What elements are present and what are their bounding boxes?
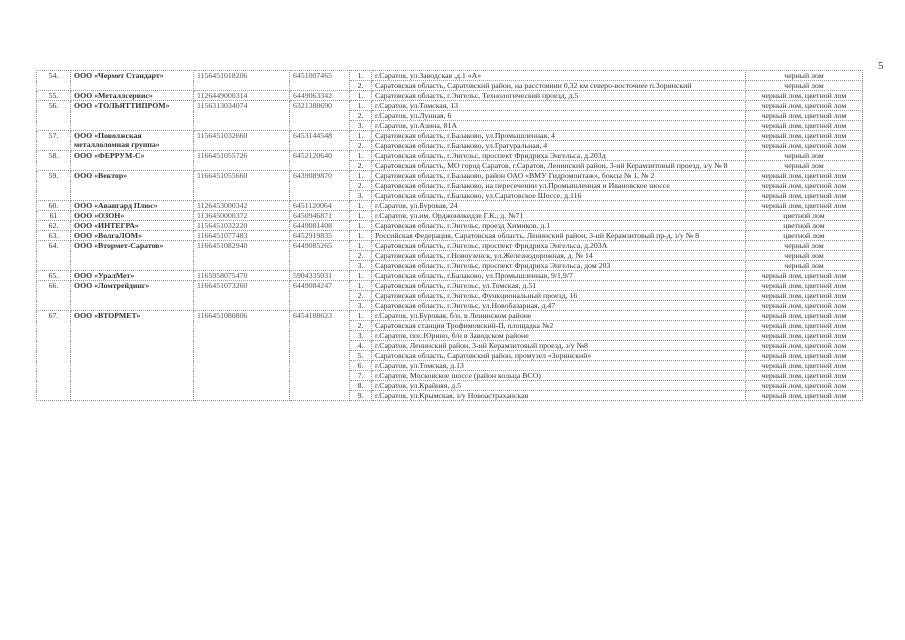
address-cell: Саратовская область, г.Балаково, на пересечении ул.Промышленная и Ивановское шоссе: [372, 181, 746, 191]
address-cell: Российская Федерация, Саратовская область, Ленинский район, 3-ий Керамзитовый пр-д, з/у № 8: [372, 231, 746, 241]
address-cell: Саратовская область, г.Энгельс, проспект Фридриха Энгельса, д.203А: [372, 241, 746, 251]
ogrn-cell: 1126453000342: [194, 201, 290, 211]
table-row: [37, 131, 863, 141]
scrap-type-cell: черный лом, цветной лом: [746, 381, 863, 391]
address-cell: Саратовская область, г.Энгельс, проезд Химиков, д.1: [372, 221, 746, 231]
row-number-cell: 67.: [37, 311, 71, 401]
row-number-cell: 58.: [37, 151, 71, 171]
table-row: [37, 231, 863, 241]
inn-cell: 6439089870: [290, 171, 350, 201]
scrap-type-cell: черный лом, цветной лом: [746, 391, 863, 401]
scrap-type-cell: черный лом, цветной лом: [746, 281, 863, 291]
scrap-type-cell: черный лом, цветной лом: [746, 291, 863, 301]
table-row: [37, 101, 863, 111]
row-number-cell: 63.: [37, 231, 71, 241]
address-cell: г.Саратов, ул.Буровая, б/н, в Ленинском районе: [372, 311, 746, 321]
table-row: [37, 241, 863, 251]
address-cell: г.Саратов, ул.Буровая, 24: [372, 201, 746, 211]
site-number-cell: 1.: [350, 211, 372, 221]
scrap-type-cell: черный лом, цветной лом: [746, 181, 863, 191]
inn-cell: 6451007465: [290, 71, 350, 91]
row-number-cell: 60.: [37, 201, 71, 211]
scrap-type-cell: черный лом, цветной лом: [746, 341, 863, 351]
address-cell: Саратовская область, г.Энгельс, ул.Томская, д.51: [372, 281, 746, 291]
site-number-cell: 1.: [350, 91, 372, 101]
inn-cell: 6451120064: [290, 201, 350, 211]
scrap-type-cell: черный лом, цветной лом: [746, 101, 863, 111]
address-cell: г.Саратов, Московское шоссе (район кольца ВСО): [372, 371, 746, 381]
inn-cell: 6450946871: [290, 211, 350, 221]
inn-cell: 6452919835: [290, 231, 350, 241]
ogrn-cell: 1166451073260: [194, 281, 290, 311]
site-number-cell: 7.: [350, 371, 372, 381]
address-cell: Саратовская область, г.Балаково, ул.Саратовское Шоссе, д.116: [372, 191, 746, 201]
scrap-type-cell: черный лом, цветной лом: [746, 361, 863, 371]
address-cell: г.Саратов, ул.им. Орджоникидзе Г.К., д. №71: [372, 211, 746, 221]
table-body: [37, 71, 863, 401]
site-number-cell: 3.: [350, 191, 372, 201]
site-number-cell: 3.: [350, 301, 372, 311]
ogrn-cell: 1156451032220: [194, 221, 290, 231]
inn-cell: 6449085265: [290, 241, 350, 271]
table-row: [37, 211, 863, 221]
inn-cell: 6449084247: [290, 281, 350, 311]
row-number-cell: 56.: [37, 101, 71, 131]
scrap-type-cell: черный лом: [746, 81, 863, 91]
site-number-cell: 2.: [350, 81, 372, 91]
ogrn-cell: 1166451055726: [194, 151, 290, 171]
scrap-type-cell: цветной лом: [746, 231, 863, 241]
organization-name-cell: ООО «Чермет Стандарт»: [71, 71, 194, 91]
scrap-type-cell: черный лом, цветной лом: [746, 171, 863, 181]
organization-name-cell: ООО «ФЕРРУМ-С»: [71, 151, 194, 171]
organization-name-cell: ООО «ВТОРМЕТ»: [71, 311, 194, 401]
scrap-type-cell: черный лом, цветной лом: [746, 301, 863, 311]
organization-name-cell: ООО «Металлсервис»: [71, 91, 194, 101]
organization-name-cell: ООО «УралМет»: [71, 271, 194, 281]
site-number-cell: 5.: [350, 351, 372, 361]
site-number-cell: 1.: [350, 201, 372, 211]
site-number-cell: 1.: [350, 271, 372, 281]
inn-cell: 6449063342: [290, 91, 350, 101]
site-number-cell: 1.: [350, 241, 372, 251]
address-cell: г.Саратов, ул.Заводская ,д.1 «А»: [372, 71, 746, 81]
site-number-cell: 2.: [350, 181, 372, 191]
address-cell: г.Саратов, ул.Томская, 13: [372, 101, 746, 111]
scrap-type-cell: черный лом, цветной лом: [746, 371, 863, 381]
row-number-cell: 66.: [37, 281, 71, 311]
ogrn-cell: 1166451077483: [194, 231, 290, 241]
address-cell: г.Саратов, Ленинский район, 3-ий Керамзитовый проезд, з/у №8: [372, 341, 746, 351]
site-number-cell: 1.: [350, 221, 372, 231]
address-cell: г.Саратов, ул.Крайняя, д.5: [372, 381, 746, 391]
address-cell: Саратовская область, г.Энгельс, проспект Фридриха Энгельса, д.203д: [372, 151, 746, 161]
ogrn-cell: 1166451055660: [194, 171, 290, 201]
ogrn-cell: 1165958075470: [194, 271, 290, 281]
site-number-cell: 1.: [350, 101, 372, 111]
row-number-cell: 57.: [37, 131, 71, 151]
ogrn-cell: 1156451032660: [194, 131, 290, 151]
scrap-type-cell: цветной лом: [746, 211, 863, 221]
address-cell: г.Саратов, ул.Томская, д.13: [372, 361, 746, 371]
site-number-cell: 1.: [350, 131, 372, 141]
organization-name-cell: ООО «Поволжская металлоломная группа»: [71, 131, 194, 151]
site-number-cell: 4.: [350, 341, 372, 351]
inn-cell: 6453144548: [290, 131, 350, 151]
organization-name-cell: ООО «ВолгаЛОМ»: [71, 231, 194, 241]
organization-name-cell: ООО «Авангард Плюс»: [71, 201, 194, 211]
inn-cell: 6449081408: [290, 221, 350, 231]
organization-name-cell: ООО «ТОЛЬЯТТИПРОМ»: [71, 101, 194, 131]
address-cell: Саратовская область, г.Энгельс, Функциональный проезд, 16: [372, 291, 746, 301]
table-row: [37, 171, 863, 181]
scrap-type-cell: цветной лом: [746, 221, 863, 231]
scrap-type-cell: черный лом, цветной лом: [746, 331, 863, 341]
scrap-type-cell: черный лом, цветной лом: [746, 111, 863, 121]
table-row: [37, 281, 863, 291]
address-cell: Саратовская область, г.Энгельс, проспект Фридриха Энгельса, дом 203: [372, 261, 746, 271]
site-number-cell: 1.: [350, 281, 372, 291]
organization-name-cell: ООО «ОЗОН»: [71, 211, 194, 221]
row-number-cell: 65.: [37, 271, 71, 281]
address-cell: г.Саратов, ул.Крымская, з/у Новоастраханская: [372, 391, 746, 401]
site-number-cell: 1.: [350, 311, 372, 321]
scrap-dealers-table: [36, 70, 863, 401]
site-number-cell: 3.: [350, 121, 372, 131]
scrap-type-cell: черный лом, цветной лом: [746, 321, 863, 331]
site-number-cell: 9.: [350, 391, 372, 401]
address-cell: Саратовская область, г.Балаково, ул.Промышленная, 9/1,9/7: [372, 271, 746, 281]
address-cell: Саратовская область, г.Новоузенск, ул.Железнодорожная, д. № 14: [372, 251, 746, 261]
organization-name-cell: ООО «Ломтрейдинг»: [71, 281, 194, 311]
address-cell: Саратовская область, г.Балаково, ул.Гратуральная, 4: [372, 141, 746, 151]
ogrn-cell: 1166451082940: [194, 241, 290, 271]
ogrn-cell: 1166451080806: [194, 311, 290, 401]
scrap-type-cell: черный лом: [746, 241, 863, 251]
site-number-cell: 3.: [350, 261, 372, 271]
row-number-cell: 64.: [37, 241, 71, 271]
ogrn-cell: 1156313034074: [194, 101, 290, 131]
inn-cell: 6452120640: [290, 151, 350, 171]
address-cell: Саратовская область, г.Энгельс, ул.Новобазарная, д.47: [372, 301, 746, 311]
row-number-cell: 59.: [37, 171, 71, 201]
organization-name-cell: ООО «Вектор»: [71, 171, 194, 201]
scrap-type-cell: черный лом, цветной лом: [746, 271, 863, 281]
page-number: 5: [878, 60, 884, 72]
site-number-cell: 2.: [350, 291, 372, 301]
site-number-cell: 2.: [350, 321, 372, 331]
row-number-cell: 55.: [37, 91, 71, 101]
scrap-type-cell: черный лом, цветной лом: [746, 191, 863, 201]
address-cell: Саратовская область, г.Балаково, район ОАО «ВМУ Гидромонтаж», боксы № 1, № 2: [372, 171, 746, 181]
scrap-type-cell: черный лом, цветной лом: [746, 121, 863, 131]
scrap-type-cell: черный лом: [746, 151, 863, 161]
row-number-cell: 61: [37, 211, 71, 221]
scrap-type-cell: черный лом, цветной лом: [746, 141, 863, 151]
inn-cell: 6321388690: [290, 101, 350, 131]
site-number-cell: 1.: [350, 171, 372, 181]
site-number-cell: 2.: [350, 111, 372, 121]
table-row: [37, 91, 863, 101]
scrap-type-cell: черный лом, цветной лом: [746, 201, 863, 211]
site-number-cell: 2.: [350, 141, 372, 151]
scrap-type-cell: черный лом, цветной лом: [746, 91, 863, 101]
scrap-type-cell: черный лом, цветной лом: [746, 311, 863, 321]
ogrn-cell: 1126449000314: [194, 91, 290, 101]
address-cell: Саратовская область, Саратовский район, промузел «Зоринский»: [372, 351, 746, 361]
ogrn-cell: 1136450000372: [194, 211, 290, 221]
inn-cell: 6454108623: [290, 311, 350, 401]
table-row: [37, 221, 863, 231]
table-row: [37, 201, 863, 211]
ogrn-cell: 1156451018206: [194, 71, 290, 91]
address-cell: Саратовская область, г.Балаково, ул.Промышленная, 4: [372, 131, 746, 141]
site-number-cell: 3.: [350, 331, 372, 341]
scrap-type-cell: черный лом: [746, 161, 863, 171]
scrap-type-cell: черный лом: [746, 261, 863, 271]
scrap-type-cell: черный лом: [746, 251, 863, 261]
address-cell: Саратовская область, Саратовский район, на расстоянии 0,32 км северо-восточнее п.Зоринский: [372, 81, 746, 91]
site-number-cell: 2.: [350, 161, 372, 171]
site-number-cell: 6.: [350, 361, 372, 371]
address-cell: Саратовская область, МО город Саратов, г.Саратов, Ленинский район, 3-ий Керамзитовый проезд, з/у № 8: [372, 161, 746, 171]
address-cell: Саратовская станция Трофимовский-II, площадка №2: [372, 321, 746, 331]
organization-name-cell: ООО «ИНТЕГРА»: [71, 221, 194, 231]
scrap-type-cell: черный лом, цветной лом: [746, 351, 863, 361]
address-cell: г.Саратов, пос.Юрино, б/н в Заводском районе: [372, 331, 746, 341]
site-number-cell: 1.: [350, 151, 372, 161]
organization-name-cell: ООО «Втормет-Саратов»: [71, 241, 194, 271]
table-row: [37, 271, 863, 281]
site-number-cell: 1.: [350, 231, 372, 241]
site-number-cell: 1.: [350, 71, 372, 81]
table-row: [37, 71, 863, 81]
table-row: [37, 311, 863, 321]
address-cell: Саратовская область, г.Энгельс, Технологический проезд, д.5: [372, 91, 746, 101]
inn-cell: 5904335031: [290, 271, 350, 281]
scrap-type-cell: черный лом: [746, 71, 863, 81]
site-number-cell: 8.: [350, 381, 372, 391]
scrap-type-cell: черный лом, цветной лом: [746, 131, 863, 141]
address-cell: г.Саратов, ул.Лунная, 6: [372, 111, 746, 121]
address-cell: г.Саратов, ул.Азина, 81А: [372, 121, 746, 131]
table-row: [37, 151, 863, 161]
row-number-cell: 54.: [37, 71, 71, 91]
site-number-cell: 2.: [350, 251, 372, 261]
row-number-cell: 62.: [37, 221, 71, 231]
